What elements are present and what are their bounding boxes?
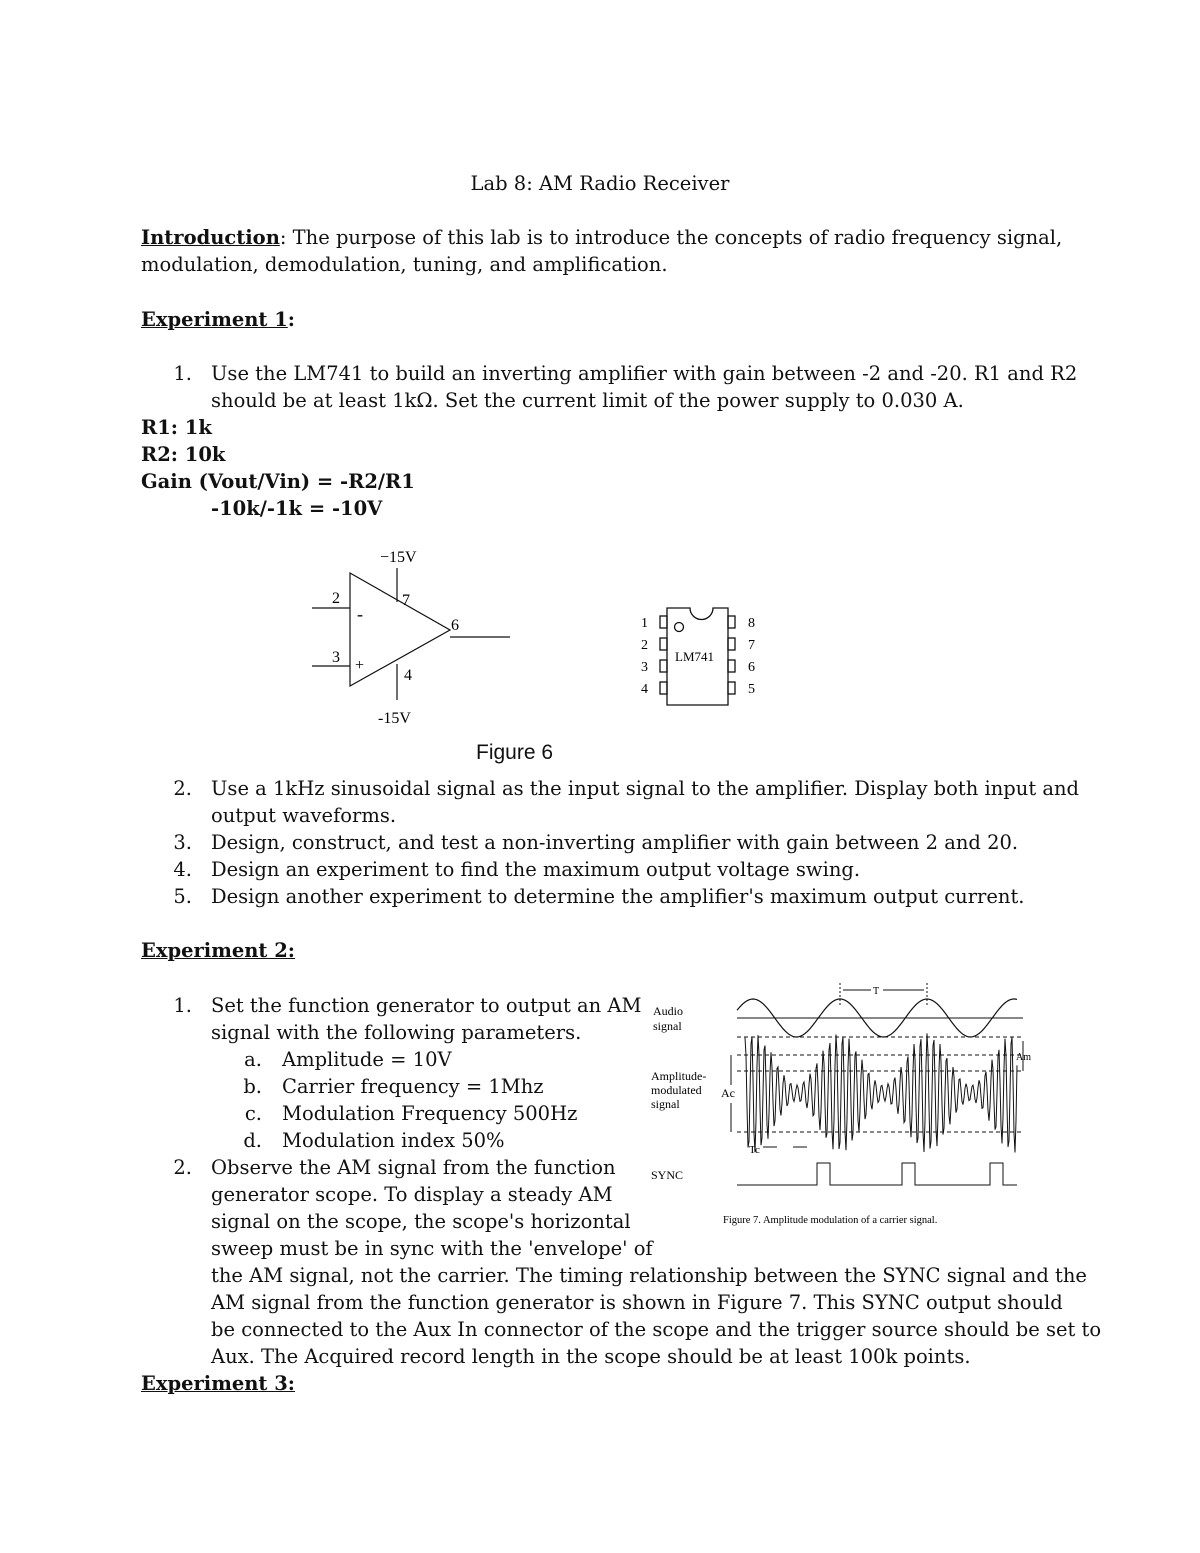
sync-pulse-train	[737, 1163, 1017, 1185]
exp2-item1-line2: signal with the following parameters.	[211, 1021, 582, 1044]
sync-label: SYNC	[651, 1168, 684, 1182]
exp1-item1-number: 1.	[173, 362, 192, 385]
exp1-item3-text: Design, construct, and test a non-inverting amplifier with gain between 2 and 20.	[211, 831, 1019, 854]
exp1-item1-line2: should be at least 1kΩ. Set the current limit of the power supply to 0.030 A.	[211, 389, 964, 412]
gain-formula: Gain (Vout/Vin) = -R2/R1	[141, 470, 415, 493]
exp2-heading: Experiment 2:	[141, 939, 295, 962]
chip-left-pin-label-1: 1	[641, 616, 648, 631]
exp1-heading-row	[141, 306, 295, 333]
figure7-guides	[731, 983, 1023, 1185]
bottom-supply-label: -15V	[378, 710, 411, 727]
inverting-input-sign: -	[357, 604, 363, 624]
exp1-item3-number: 3.	[173, 831, 192, 854]
pin6-label: 6	[451, 617, 459, 634]
exp1-item5-text: Design another experiment to determine the amplifier's maximum output current.	[211, 885, 1025, 908]
sub-c-text: Modulation Frequency 500Hz	[282, 1102, 578, 1125]
sub-d-letter: d.	[243, 1129, 262, 1152]
intro-paragraph	[141, 224, 1062, 251]
sub-c-letter: c.	[244, 1102, 262, 1125]
am-label-line3: signal	[651, 1097, 680, 1111]
am-label-line2: modulated	[651, 1083, 702, 1097]
period-label: T	[873, 986, 880, 997]
chip-left-pin-label-2: 2	[641, 638, 648, 653]
exp2-item2-line5: the AM signal, not the carrier. The timing relationship between the SYNC signal and the	[211, 1264, 1087, 1287]
right-pin-7	[728, 638, 735, 650]
exp1-item5-number: 5.	[173, 885, 192, 908]
exp1-heading: Experiment 1	[141, 308, 288, 331]
intro-text-line1: : The purpose of this lab is to introduce the concepts of radio frequency signal,	[279, 226, 1063, 249]
am-depth-label: Am	[1016, 1052, 1031, 1063]
sub-b-text: Carrier frequency = 1Mhz	[282, 1075, 544, 1098]
am-modulated-wave	[745, 1033, 1017, 1152]
sub-b-letter: b.	[243, 1075, 262, 1098]
exp2-item1-line1: Set the function generator to output an AM	[211, 994, 642, 1017]
pin2-label: 2	[332, 590, 340, 607]
sub-d-text: Modulation index 50%	[282, 1129, 505, 1152]
audio-label-line1: Audio	[653, 1004, 683, 1018]
exp1-item2-line1: Use a 1kHz sinusoidal signal as the input signal to the amplifier. Display both input and	[211, 777, 1080, 800]
intro-text-line2: modulation, demodulation, tuning, and amplification.	[141, 253, 668, 276]
exp2-item2-line3: signal on the scope, the scope's horizontal	[211, 1210, 631, 1233]
chip-left-pin-label-4: 4	[641, 682, 648, 697]
exp1-item4-text: Design an experiment to find the maximum output voltage swing.	[211, 858, 861, 881]
audio-label-line2: signal	[653, 1019, 682, 1033]
exp1-item2-number: 2.	[173, 777, 192, 800]
exp2-item2-line8: Aux. The Acquired record length in the scope should be at least 100k points.	[211, 1345, 971, 1368]
figure-7	[645, 975, 1045, 1233]
figure7-caption: Figure 7. Amplitude modulation of a carrier signal.	[723, 1215, 938, 1226]
exp1-item4-number: 4.	[173, 858, 192, 881]
right-pin-6	[728, 660, 735, 672]
exp2-item2-number: 2.	[173, 1156, 192, 1179]
left-pin-3	[660, 660, 667, 672]
left-pin-4	[660, 682, 667, 694]
gain-calculation: -10k/-1k = -10V	[211, 497, 383, 520]
sub-a-letter: a.	[244, 1048, 262, 1071]
pin3-label: 3	[332, 649, 340, 666]
chip-left-pin-label-3: 3	[641, 660, 648, 675]
exp2-item2-line1: Observe the AM signal from the function	[211, 1156, 616, 1179]
opamp-triangle	[350, 573, 450, 686]
exp2-item2-line7: be connected to the Aux In connector of the scope and the trigger source should be set to	[211, 1318, 1102, 1341]
exp2-item2-line2: generator scope. To display a steady AM	[211, 1183, 613, 1206]
chip-right-pin-label-6: 6	[748, 660, 755, 675]
ac-label: Ac	[721, 1086, 735, 1100]
am-label-line1: Amplitude-	[651, 1069, 707, 1083]
r2-value: R2: 10k	[141, 443, 226, 466]
exp1-item1-line1: Use the LM741 to build an inverting amplifier with gain between -2 and -20. R1 and R2	[211, 362, 1078, 385]
exp1-item2-line2: output waveforms.	[211, 804, 397, 827]
exp2-item2-line6: AM signal from the function generator is shown in Figure 7. This SYNC output should	[211, 1291, 1063, 1314]
chip-label: LM741	[675, 649, 714, 664]
right-pin-5	[728, 682, 735, 694]
page-title: Lab 8: AM Radio Receiver	[470, 172, 730, 195]
chip-right-pin-label-7: 7	[748, 638, 755, 653]
exp2-item2-line4: sweep must be in sync with the 'envelope' of	[211, 1237, 653, 1260]
pin1-marker	[675, 623, 684, 632]
sub-a-text: Amplitude = 10V	[282, 1048, 452, 1071]
left-pin-1	[660, 616, 667, 628]
noninverting-input-sign: +	[355, 657, 365, 674]
exp3-heading: Experiment 3:	[141, 1372, 295, 1395]
right-pin-8	[728, 616, 735, 628]
pin7-label: 7	[402, 592, 410, 609]
exp2-item1-number: 1.	[173, 994, 192, 1017]
tc-label: Tc	[749, 1144, 760, 1156]
top-supply-label: −15V	[380, 549, 417, 566]
intro-heading: Introduction	[141, 226, 280, 249]
chip-right-pin-label-5: 5	[748, 682, 755, 697]
pin4-label: 4	[404, 667, 412, 684]
chip-right-pin-label-8: 8	[748, 616, 755, 631]
exp1-heading-colon: :	[287, 308, 295, 331]
figure6-caption: Figure 6	[476, 741, 554, 764]
r1-value: R1: 1k	[141, 416, 212, 439]
left-pin-2	[660, 638, 667, 650]
